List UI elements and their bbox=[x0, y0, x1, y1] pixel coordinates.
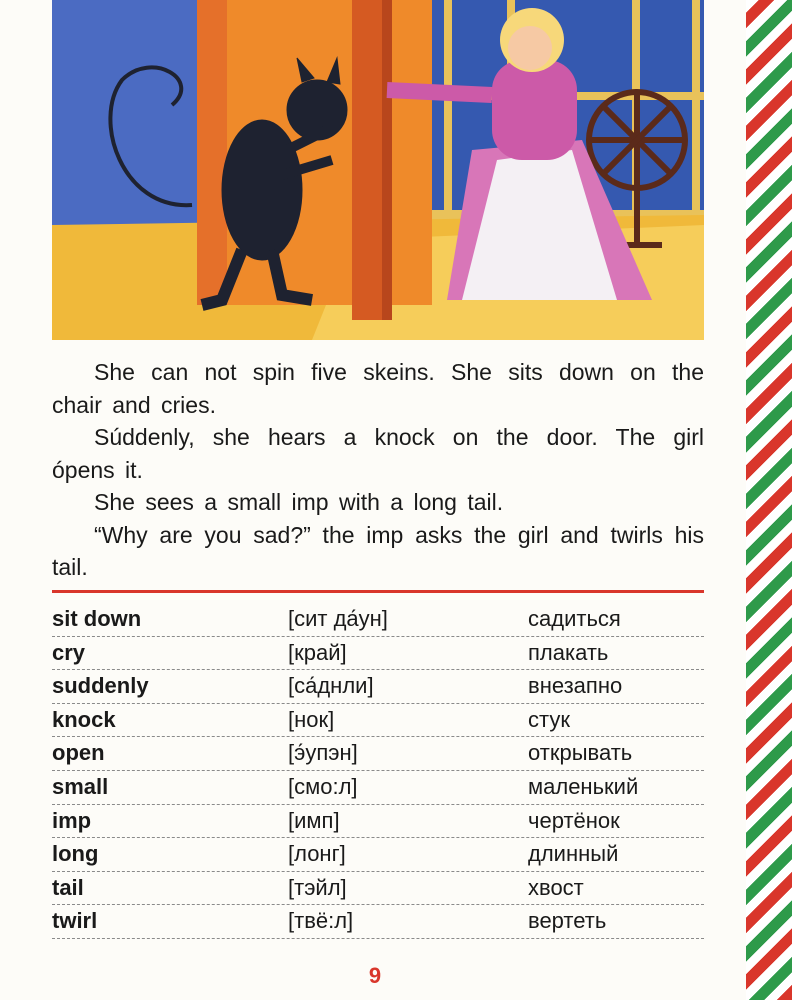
vocab-translation: садиться bbox=[528, 606, 621, 631]
vocab-transcription: [сит да́ун] bbox=[288, 606, 388, 631]
vocab-word: suddenly bbox=[52, 673, 149, 699]
vocab-row bbox=[52, 670, 704, 704]
vocab-transcription: [э́упэн] bbox=[288, 740, 358, 766]
vocab-row bbox=[52, 704, 704, 738]
vocab-translation: внезапно bbox=[528, 673, 623, 699]
vocab-word: imp bbox=[52, 807, 92, 833]
vocab-translation: плакать bbox=[528, 639, 609, 665]
vocab-row bbox=[52, 905, 704, 939]
vocab-word: sit down bbox=[52, 606, 142, 631]
vocab-translation: длинный bbox=[528, 841, 619, 867]
vocab-translation: открывать bbox=[528, 740, 633, 766]
vocab-transcription: [нок] bbox=[288, 706, 335, 732]
vocab-word: long bbox=[52, 841, 99, 867]
section-divider bbox=[52, 590, 704, 593]
vocab-transcription: [лонг] bbox=[288, 841, 346, 867]
vocabulary-table bbox=[52, 603, 704, 939]
vocab-word: twirl bbox=[52, 908, 98, 934]
vocab-word: knock bbox=[52, 706, 116, 732]
vocab-translation: стук bbox=[528, 706, 570, 732]
vocab-transcription: [имп] bbox=[288, 807, 340, 833]
story-paragraph: She can not spin five skeins. She sits down on the chair and cries. bbox=[52, 359, 704, 418]
vocab-row bbox=[52, 637, 704, 671]
vocab-translation: вертеть bbox=[528, 908, 607, 934]
story-paragraph: She sees a small imp with a long tail. bbox=[94, 489, 504, 515]
vocab-translation: чертёнок bbox=[528, 807, 620, 833]
story-paragraph: Súddenly, she hears a knock on the door. The girl ópens it. bbox=[52, 424, 704, 483]
vocab-row bbox=[52, 838, 704, 872]
story-text bbox=[52, 356, 704, 584]
vocab-transcription: [смо:л] bbox=[288, 773, 358, 799]
vocab-row bbox=[52, 603, 704, 637]
vocab-transcription: [са́днли] bbox=[288, 673, 374, 699]
story-illustration bbox=[52, 0, 704, 340]
vocab-row bbox=[52, 872, 704, 906]
story-paragraph: “Why are you sad?” the imp asks the girl and twirls his tail. bbox=[52, 521, 704, 580]
vocab-transcription: [тэйл] bbox=[288, 874, 347, 900]
vocab-row bbox=[52, 771, 704, 805]
vocab-translation: хвост bbox=[528, 874, 584, 900]
vocab-word: cry bbox=[52, 639, 86, 665]
vocab-word: small bbox=[52, 773, 109, 799]
page-number: 9 bbox=[368, 963, 382, 988]
vocab-transcription: [край] bbox=[288, 639, 347, 665]
striped-border bbox=[746, 0, 792, 1000]
vocab-transcription: [твё:л] bbox=[288, 908, 354, 934]
vocab-word: open bbox=[52, 740, 105, 766]
vocab-row bbox=[52, 805, 704, 839]
vocab-translation: маленький bbox=[528, 773, 639, 799]
vocab-word: tail bbox=[52, 874, 84, 900]
vocab-row bbox=[52, 737, 704, 771]
